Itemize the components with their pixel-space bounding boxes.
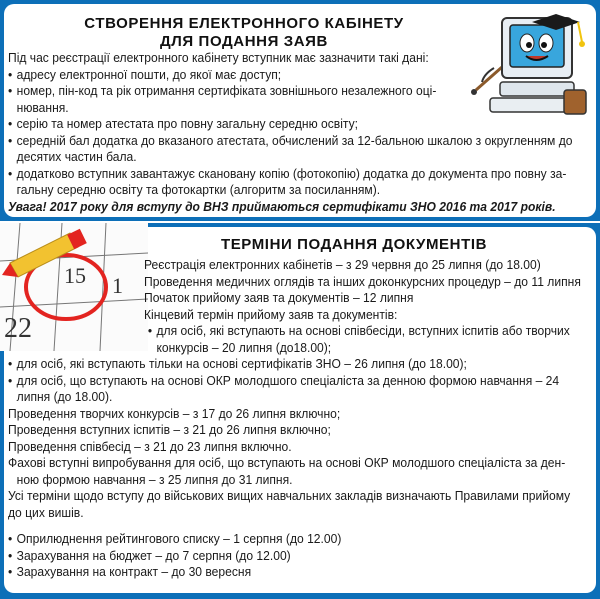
list-item-continuation: гальну середню освіту та фотокартки (алгоритм за посиланням). [16, 183, 381, 197]
registration-text [8, 50, 573, 215]
list-item: • адресу електронної пошти, до якої має доступ; [8, 67, 282, 82]
calendar-icon [0, 223, 148, 351]
list-item: • додатково вступник завантажує скановану копію (фотокопію) додатка до документа про повну за- [8, 166, 567, 181]
list-item-continuation: нювання. [16, 100, 69, 115]
list-item: • для осіб, які вступають на основі співбесіди, вступних іспитів або творчих [147, 324, 570, 338]
calendar-digit: 15 [64, 263, 86, 288]
list-item: • Зарахування на бюджет – до 7 серпня (до 12.00) [8, 548, 291, 563]
list-item: • Оприлюднення рейтингового списку – 1 серпня (до 12.00) [8, 532, 342, 546]
deadlines-head [144, 257, 581, 356]
calendar-digit: 1 [112, 273, 123, 298]
deadlines-title: ТЕРМІНИ ПОДАННЯ ДОКУМЕНТІВ [220, 236, 488, 253]
list-item: • для осіб, що вступають на основі ОКР молодшого спеціаліста за денною формою навчання – 24 [8, 373, 560, 388]
title-line-1: СТВОРЕННЯ ЕЛЕКТРОННОГО КАБІНЕТУ [84, 15, 404, 32]
list-item: • серію та номер атестата про повну загальну середню освіту; [8, 117, 358, 131]
list-item-continuation: десятих частин бала. [16, 150, 137, 164]
deadline-line: Проведення творчих конкурсів – з 17 до 26 липня включно; [8, 406, 341, 421]
deadline-line: Усі терміни щодо вступу до військових вищих навчальних закладів визначають Правилами прийому [8, 489, 571, 503]
registration-title [64, 15, 424, 51]
list-item-continuation: липня (до 18.00). [16, 390, 113, 404]
list-item: • Зарахування на контракт – до 30 вересня [8, 565, 252, 579]
deadline-line: Реєстрація електронних кабінетів – з 29 червня до 25 липня (до 18.00) [144, 258, 541, 272]
list-item-continuation: конкурсів – 20 липня (до18.00); [156, 340, 332, 355]
deadline-line: ною формою навчання – з 25 липня до 31 липня. [16, 472, 293, 487]
deadline-line: Проведення співбесід – з 21 до 23 липня включно. [8, 439, 292, 454]
title-line-2: ДЛЯ ПОДАННЯ ЗАЯВ [160, 33, 328, 50]
deadline-line: Фахові вступні випробування для осіб, що вступають на основі ОКР молодшого спеціаліста за ден- [8, 456, 566, 470]
calendar-digit: 22 [4, 313, 32, 344]
list-item: • середній бал додатка до вказаного атестата, обчислений за 12-бальною шкалою з округленням до [8, 133, 573, 148]
registration-intro: Під час реєстрації електронного кабінету вступник має зазначити такі дані: [8, 51, 429, 65]
deadline-line: Проведення медичних оглядів та інших доконкурсних процедур – до 11 липня [144, 274, 581, 289]
deadline-line: Початок прийому заяв та документів – 12 липня [144, 291, 414, 305]
list-item: • для осіб, які вступають тільки на основі сертифікатів ЗНО – 26 липня (до 18.00); [8, 357, 467, 371]
list-item: • номер, пін-код та рік отримання сертифіката зовнішнього незалежного оці- [8, 84, 437, 98]
deadline-line: Проведення вступних іспитів – з 21 до 26 липня включно; [8, 423, 331, 437]
deadline-line: Кінцевий термін прийому заяв та документів: [144, 307, 398, 322]
registration-panel-body [4, 4, 596, 217]
deadlines-panel [0, 223, 600, 599]
registration-panel [0, 0, 600, 221]
computer-mascot-icon [470, 8, 594, 126]
warning-note: Увага! 2017 року для вступу до ВНЗ приймаються сертифікати ЗНО 2016 та 2017 років. [8, 199, 556, 214]
deadlines-body [8, 356, 570, 581]
deadline-line: до цих вишів. [8, 505, 84, 520]
deadlines-panel-body [4, 227, 596, 593]
